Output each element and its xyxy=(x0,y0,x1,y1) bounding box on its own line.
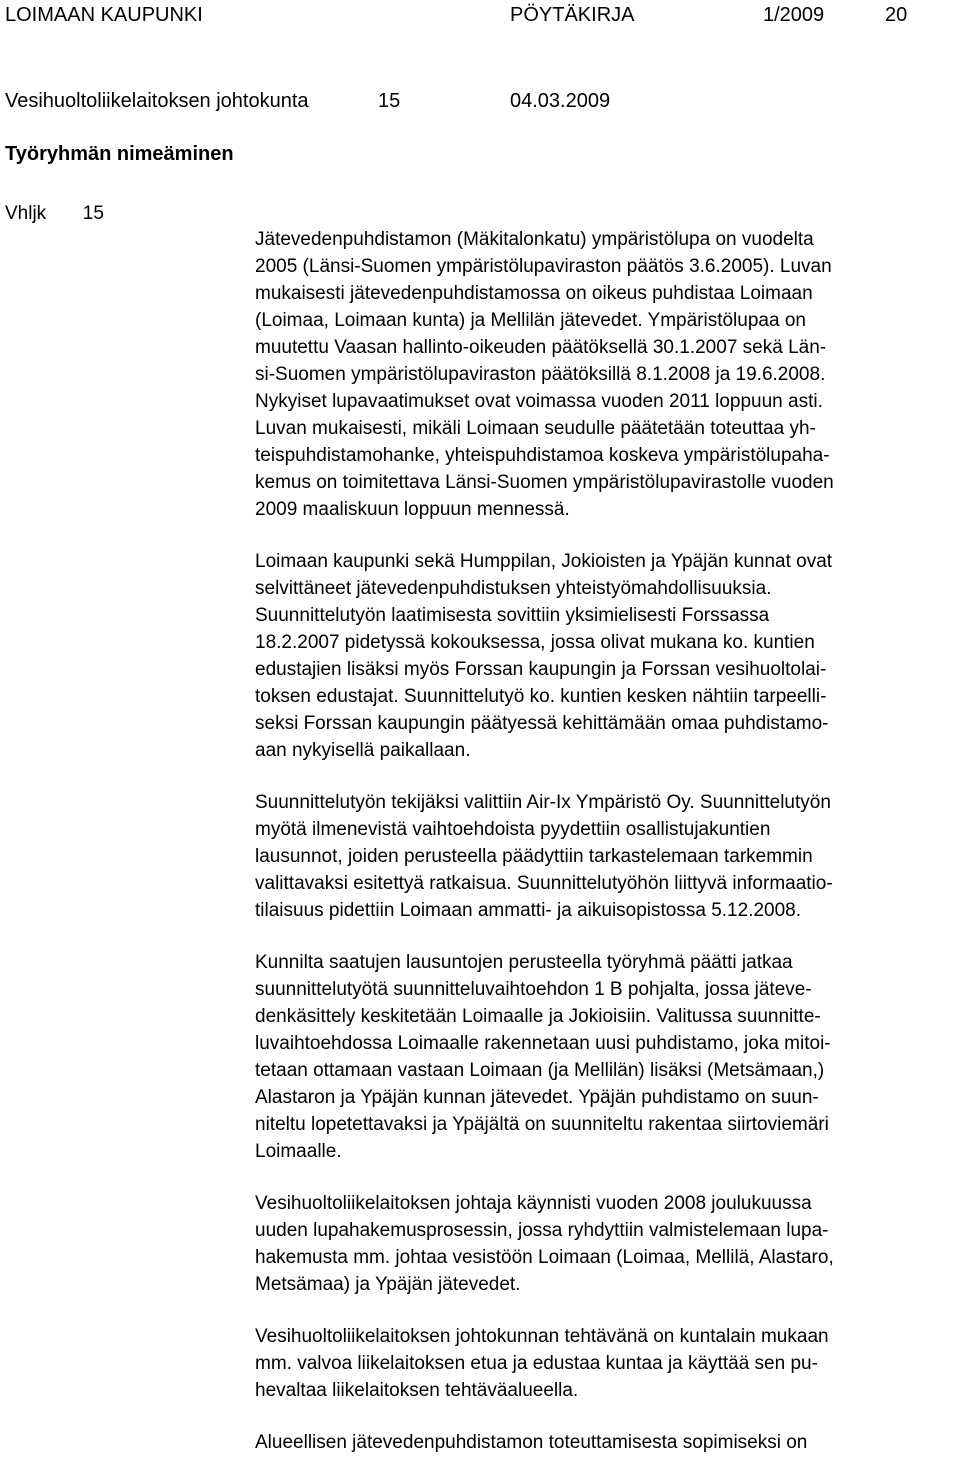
paragraph-line: mukaisesti jätevedenpuhdistamossa on oikeus puhdistaa Loimaan xyxy=(255,283,813,304)
paragraph-line: myötä ilmenevistä vaihtoehdoista pyydettiin osallistujakuntien xyxy=(255,819,771,840)
meeting-number: 15 xyxy=(378,90,401,112)
paragraph-line: seksi Forssan kaupungin päätyessä kehittämään omaa puhdistamo- xyxy=(255,713,829,734)
paragraph-line: Metsämaa) ja Ypäjän jätevedet. xyxy=(255,1274,521,1295)
paragraph-line: teispuhdistamohanke, yhteispuhdistamoa koskeva ympäristölupaha- xyxy=(255,445,830,466)
paragraph-line: Vesihuoltoliikelaitoksen johtokunnan tehtävänä on kuntalain mukaan xyxy=(255,1326,829,1347)
paragraph-line: Alueellisen jätevedenpuhdistamon toteuttamisesta sopimiseksi on xyxy=(255,1432,808,1453)
paragraph-line: 2009 maaliskuun loppuun mennessä. xyxy=(255,499,570,520)
paragraph xyxy=(255,789,955,924)
paragraph-line: 18.2.2007 pidetyssä kokouksessa, jossa olivat mukana ko. kuntien xyxy=(255,632,815,653)
paragraph-line: 2005 (Länsi-Suomen ympäristölupaviraston päätös 3.6.2005). Luvan xyxy=(255,256,832,277)
section-number: 15 xyxy=(82,203,104,224)
section-label xyxy=(5,202,104,226)
header-doc-type: PÖYTÄKIRJA xyxy=(510,4,635,26)
paragraph-line: Loimaalle. xyxy=(255,1141,342,1162)
paragraph-line: niteltu lopetettavaksi ja Ypäjältä on suunniteltu rakentaa siirtoviemäri xyxy=(255,1114,829,1135)
paragraph-line: muutettu Vaasan hallinto-oikeuden päätöksellä 30.1.2007 sekä Län- xyxy=(255,337,827,358)
paragraph xyxy=(255,1323,955,1404)
section-title: Työryhmän nimeäminen xyxy=(5,143,234,165)
paragraph-line: selvittäneet jätevedenpuhdistuksen yhteistyömahdollisuuksia. xyxy=(255,578,772,599)
paragraph-line: suunnittelutyötä suunnitteluvaihtoehdon 1 B pohjalta, jossa jäteve- xyxy=(255,979,812,1000)
paragraph xyxy=(255,1190,955,1298)
section-label-text: Vhljk xyxy=(5,203,47,224)
body-text xyxy=(255,226,955,1481)
paragraph-line: Luvan mukaisesti, mikäli Loimaan seudulle päätetään toteuttaa yh- xyxy=(255,418,816,439)
paragraph-line: valittavaksi esitettyä ratkaisua. Suunnittelutyöhön liittyvä informaatio- xyxy=(255,873,833,894)
paragraph-line: edustajien lisäksi myös Forssan kaupungin ja Forssan vesihuoltolai- xyxy=(255,659,827,680)
paragraph-line: mm. valvoa liikelaitoksen etua ja edustaa kuntaa ja käyttää sen pu- xyxy=(255,1353,818,1374)
paragraph-line: Alastaron ja Ypäjän kunnan jätevedet. Ypäjän puhdistamo on suun- xyxy=(255,1087,819,1108)
paragraph-line: hevaltaa liikelaitoksen tehtäväalueella. xyxy=(255,1380,579,1401)
paragraph xyxy=(255,226,955,523)
paragraph-line: uuden lupahakemusprosessin, jossa ryhdyttiin valmistelemaan lupa- xyxy=(255,1220,829,1241)
paragraph xyxy=(255,949,955,1165)
meeting-date: 04.03.2009 xyxy=(510,90,611,112)
paragraph-line: kemus on toimitettava Länsi-Suomen ympäristölupavirastolle vuoden xyxy=(255,472,834,493)
paragraph-line: si-Suomen ympäristölupaviraston päätöksillä 8.1.2008 ja 19.6.2008. xyxy=(255,364,826,385)
paragraph-line: tilaisuus pidettiin Loimaan ammatti- ja aikuisopistossa 5.12.2008. xyxy=(255,900,802,921)
paragraph-line: Loimaan kaupunki sekä Humppilan, Jokioisten ja Ypäjän kunnat ovat xyxy=(255,551,833,572)
paragraph-line: Nykyiset lupavaatimukset ovat voimassa vuoden 2011 loppuun asti. xyxy=(255,391,823,412)
paragraph-line: Suunnittelutyön tekijäksi valittiin Air-Ix Ympäristö Oy. Suunnittelutyön xyxy=(255,792,831,813)
header-page-number: 20 xyxy=(885,4,908,26)
header-doc-number: 1/2009 xyxy=(763,4,825,26)
paragraph xyxy=(255,1429,955,1456)
paragraph-line: luvaihtoehdossa Loimaalle rakennetaan uusi puhdistamo, joka mitoi- xyxy=(255,1033,831,1054)
paragraph-line: Vesihuoltoliikelaitoksen johtaja käynnisti vuoden 2008 joulukuussa xyxy=(255,1193,812,1214)
paragraph-line: denkäsittely keskitetään Loimaalle ja Jokioisiin. Valitussa suunnitte- xyxy=(255,1006,821,1027)
paragraph xyxy=(255,548,955,764)
paragraph-line: toksen edustajat. Suunnittelutyö ko. kuntien kesken nähtiin tarpeelli- xyxy=(255,686,827,707)
paragraph-line: Kunnilta saatujen lausuntojen perusteella työryhmä päätti jatkaa xyxy=(255,952,793,973)
paragraph-line: lausunnot, joiden perusteella päädyttiin tarkastelemaan tarkemmin xyxy=(255,846,813,867)
paragraph-line: aan nykyisellä paikallaan. xyxy=(255,740,471,761)
paragraph-line: Jätevedenpuhdistamon (Mäkitalonkatu) ympäristölupa on vuodelta xyxy=(255,229,814,250)
paragraph-line: hakemusta mm. johtaa vesistöön Loimaan (Loimaa, Mellilä, Alastaro, xyxy=(255,1247,834,1268)
paragraph-line: tetaan ottamaan vastaan Loimaan (ja Mellilän) lisäksi (Metsämaan,) xyxy=(255,1060,825,1081)
paragraph-line: Suunnittelutyön laatimisesta sovittiin yksimielisesti Forssassa xyxy=(255,605,770,626)
meeting-body: Vesihuoltoliikelaitoksen johtokunta xyxy=(5,90,309,112)
paragraph-line: (Loimaa, Loimaan kunta) ja Mellilän jätevedet. Ympäristölupaa on xyxy=(255,310,806,331)
header-org: LOIMAAN KAUPUNKI xyxy=(5,4,203,26)
